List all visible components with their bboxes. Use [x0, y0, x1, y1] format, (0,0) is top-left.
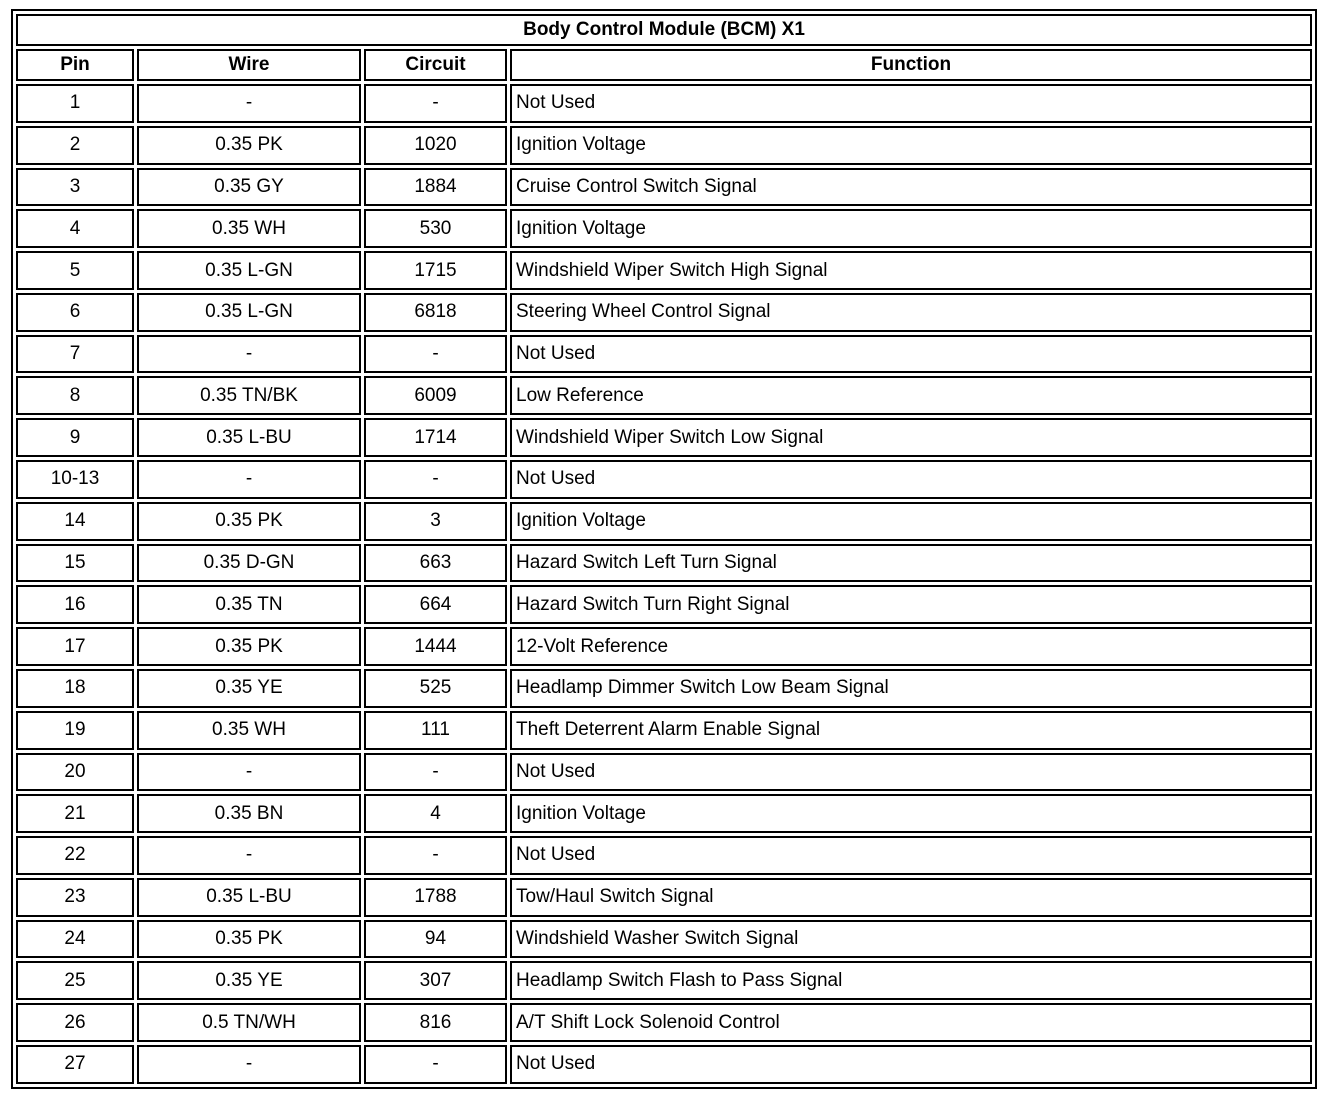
- circuit-cell: 664: [364, 585, 507, 624]
- table-row: [16, 251, 1312, 290]
- pin-cell: 6: [16, 293, 134, 332]
- circuit-cell: 6009: [364, 376, 507, 415]
- pin-cell: 20: [16, 753, 134, 792]
- circuit-cell: 525: [364, 669, 507, 708]
- function-cell: Not Used: [510, 1045, 1312, 1084]
- circuit-cell: -: [364, 753, 507, 792]
- circuit-cell: 3: [364, 502, 507, 541]
- table-row: [16, 836, 1312, 875]
- pin-cell: 3: [16, 168, 134, 207]
- circuit-cell: 1788: [364, 878, 507, 917]
- circuit-cell: 4: [364, 794, 507, 833]
- function-cell: Not Used: [510, 335, 1312, 374]
- wire-cell: 0.35 BN: [137, 794, 361, 833]
- table-row: [16, 168, 1312, 207]
- pin-cell: 5: [16, 251, 134, 290]
- function-cell: Windshield Washer Switch Signal: [510, 920, 1312, 959]
- wire-cell: 0.35 L-BU: [137, 418, 361, 457]
- table-title: Body Control Module (BCM) X1: [16, 14, 1312, 46]
- pin-cell: 17: [16, 627, 134, 666]
- pin-cell: 18: [16, 669, 134, 708]
- pin-cell: 16: [16, 585, 134, 624]
- function-cell: Ignition Voltage: [510, 794, 1312, 833]
- circuit-cell: 307: [364, 961, 507, 1000]
- circuit-cell: 1020: [364, 126, 507, 165]
- circuit-cell: 1444: [364, 627, 507, 666]
- circuit-cell: 111: [364, 711, 507, 750]
- column-header-pin: Pin: [16, 49, 134, 81]
- wire-cell: -: [137, 335, 361, 374]
- circuit-cell: 94: [364, 920, 507, 959]
- table-row: [16, 544, 1312, 583]
- wire-cell: 0.35 WH: [137, 209, 361, 248]
- function-cell: 12-Volt Reference: [510, 627, 1312, 666]
- wire-cell: 0.35 D-GN: [137, 544, 361, 583]
- pin-cell: 2: [16, 126, 134, 165]
- pin-cell: 24: [16, 920, 134, 959]
- wire-cell: 0.35 GY: [137, 168, 361, 207]
- function-cell: Cruise Control Switch Signal: [510, 168, 1312, 207]
- table-row: [16, 961, 1312, 1000]
- table-row: [16, 84, 1312, 123]
- table-header-row: [16, 49, 1312, 81]
- table-row: [16, 293, 1312, 332]
- table-body: [16, 84, 1312, 1084]
- table-title-row: [16, 14, 1312, 46]
- wire-cell: 0.35 PK: [137, 920, 361, 959]
- table-row: [16, 669, 1312, 708]
- table-row: [16, 753, 1312, 792]
- table-row: [16, 794, 1312, 833]
- table-row: [16, 920, 1312, 959]
- pin-cell: 15: [16, 544, 134, 583]
- circuit-cell: 6818: [364, 293, 507, 332]
- wire-cell: 0.35 L-BU: [137, 878, 361, 917]
- circuit-cell: 1714: [364, 418, 507, 457]
- function-cell: Not Used: [510, 836, 1312, 875]
- table-row: [16, 502, 1312, 541]
- function-cell: Not Used: [510, 84, 1312, 123]
- pin-cell: 4: [16, 209, 134, 248]
- circuit-cell: 1715: [364, 251, 507, 290]
- function-cell: Headlamp Switch Flash to Pass Signal: [510, 961, 1312, 1000]
- table-row: [16, 376, 1312, 415]
- table-row: [16, 460, 1312, 499]
- column-header-wire: Wire: [137, 49, 361, 81]
- pin-cell: 14: [16, 502, 134, 541]
- pin-cell: 7: [16, 335, 134, 374]
- table-row: [16, 1003, 1312, 1042]
- wire-cell: 0.5 TN/WH: [137, 1003, 361, 1042]
- function-cell: Not Used: [510, 460, 1312, 499]
- wire-cell: -: [137, 460, 361, 499]
- circuit-cell: -: [364, 1045, 507, 1084]
- wire-cell: -: [137, 753, 361, 792]
- wire-cell: 0.35 L-GN: [137, 251, 361, 290]
- pin-cell: 26: [16, 1003, 134, 1042]
- table-row: [16, 335, 1312, 374]
- wire-cell: 0.35 L-GN: [137, 293, 361, 332]
- function-cell: Windshield Wiper Switch High Signal: [510, 251, 1312, 290]
- table-row: [16, 418, 1312, 457]
- pin-cell: 9: [16, 418, 134, 457]
- circuit-cell: 530: [364, 209, 507, 248]
- wire-cell: 0.35 YE: [137, 669, 361, 708]
- table-row: [16, 711, 1312, 750]
- pin-cell: 19: [16, 711, 134, 750]
- pin-cell: 27: [16, 1045, 134, 1084]
- function-cell: Windshield Wiper Switch Low Signal: [510, 418, 1312, 457]
- pin-cell: 22: [16, 836, 134, 875]
- wire-cell: 0.35 YE: [137, 961, 361, 1000]
- function-cell: Low Reference: [510, 376, 1312, 415]
- pin-cell: 25: [16, 961, 134, 1000]
- wire-cell: -: [137, 84, 361, 123]
- circuit-cell: 816: [364, 1003, 507, 1042]
- column-header-circuit: Circuit: [364, 49, 507, 81]
- table-row: [16, 585, 1312, 624]
- function-cell: Headlamp Dimmer Switch Low Beam Signal: [510, 669, 1312, 708]
- function-cell: Steering Wheel Control Signal: [510, 293, 1312, 332]
- table-row: [16, 627, 1312, 666]
- circuit-cell: 663: [364, 544, 507, 583]
- function-cell: Ignition Voltage: [510, 126, 1312, 165]
- circuit-cell: -: [364, 335, 507, 374]
- circuit-cell: 1884: [364, 168, 507, 207]
- circuit-cell: -: [364, 84, 507, 123]
- function-cell: Ignition Voltage: [510, 502, 1312, 541]
- function-cell: A/T Shift Lock Solenoid Control: [510, 1003, 1312, 1042]
- circuit-cell: -: [364, 460, 507, 499]
- pin-cell: 10-13: [16, 460, 134, 499]
- function-cell: Hazard Switch Left Turn Signal: [510, 544, 1312, 583]
- function-cell: Not Used: [510, 753, 1312, 792]
- column-header-function: Function: [510, 49, 1312, 81]
- function-cell: Theft Deterrent Alarm Enable Signal: [510, 711, 1312, 750]
- circuit-cell: -: [364, 836, 507, 875]
- wire-cell: 0.35 TN: [137, 585, 361, 624]
- wire-cell: 0.35 PK: [137, 502, 361, 541]
- table-row: [16, 1045, 1312, 1084]
- table-row: [16, 209, 1312, 248]
- function-cell: Ignition Voltage: [510, 209, 1312, 248]
- wire-cell: 0.35 TN/BK: [137, 376, 361, 415]
- wire-cell: 0.35 PK: [137, 627, 361, 666]
- pin-cell: 23: [16, 878, 134, 917]
- wire-cell: 0.35 PK: [137, 126, 361, 165]
- function-cell: Tow/Haul Switch Signal: [510, 878, 1312, 917]
- wire-cell: 0.35 WH: [137, 711, 361, 750]
- function-cell: Hazard Switch Turn Right Signal: [510, 585, 1312, 624]
- wire-cell: -: [137, 836, 361, 875]
- pin-cell: 21: [16, 794, 134, 833]
- table-row: [16, 126, 1312, 165]
- table-row: [16, 878, 1312, 917]
- wire-cell: -: [137, 1045, 361, 1084]
- pin-cell: 8: [16, 376, 134, 415]
- pin-cell: 1: [16, 84, 134, 123]
- bcm-pinout-table: [11, 9, 1317, 1089]
